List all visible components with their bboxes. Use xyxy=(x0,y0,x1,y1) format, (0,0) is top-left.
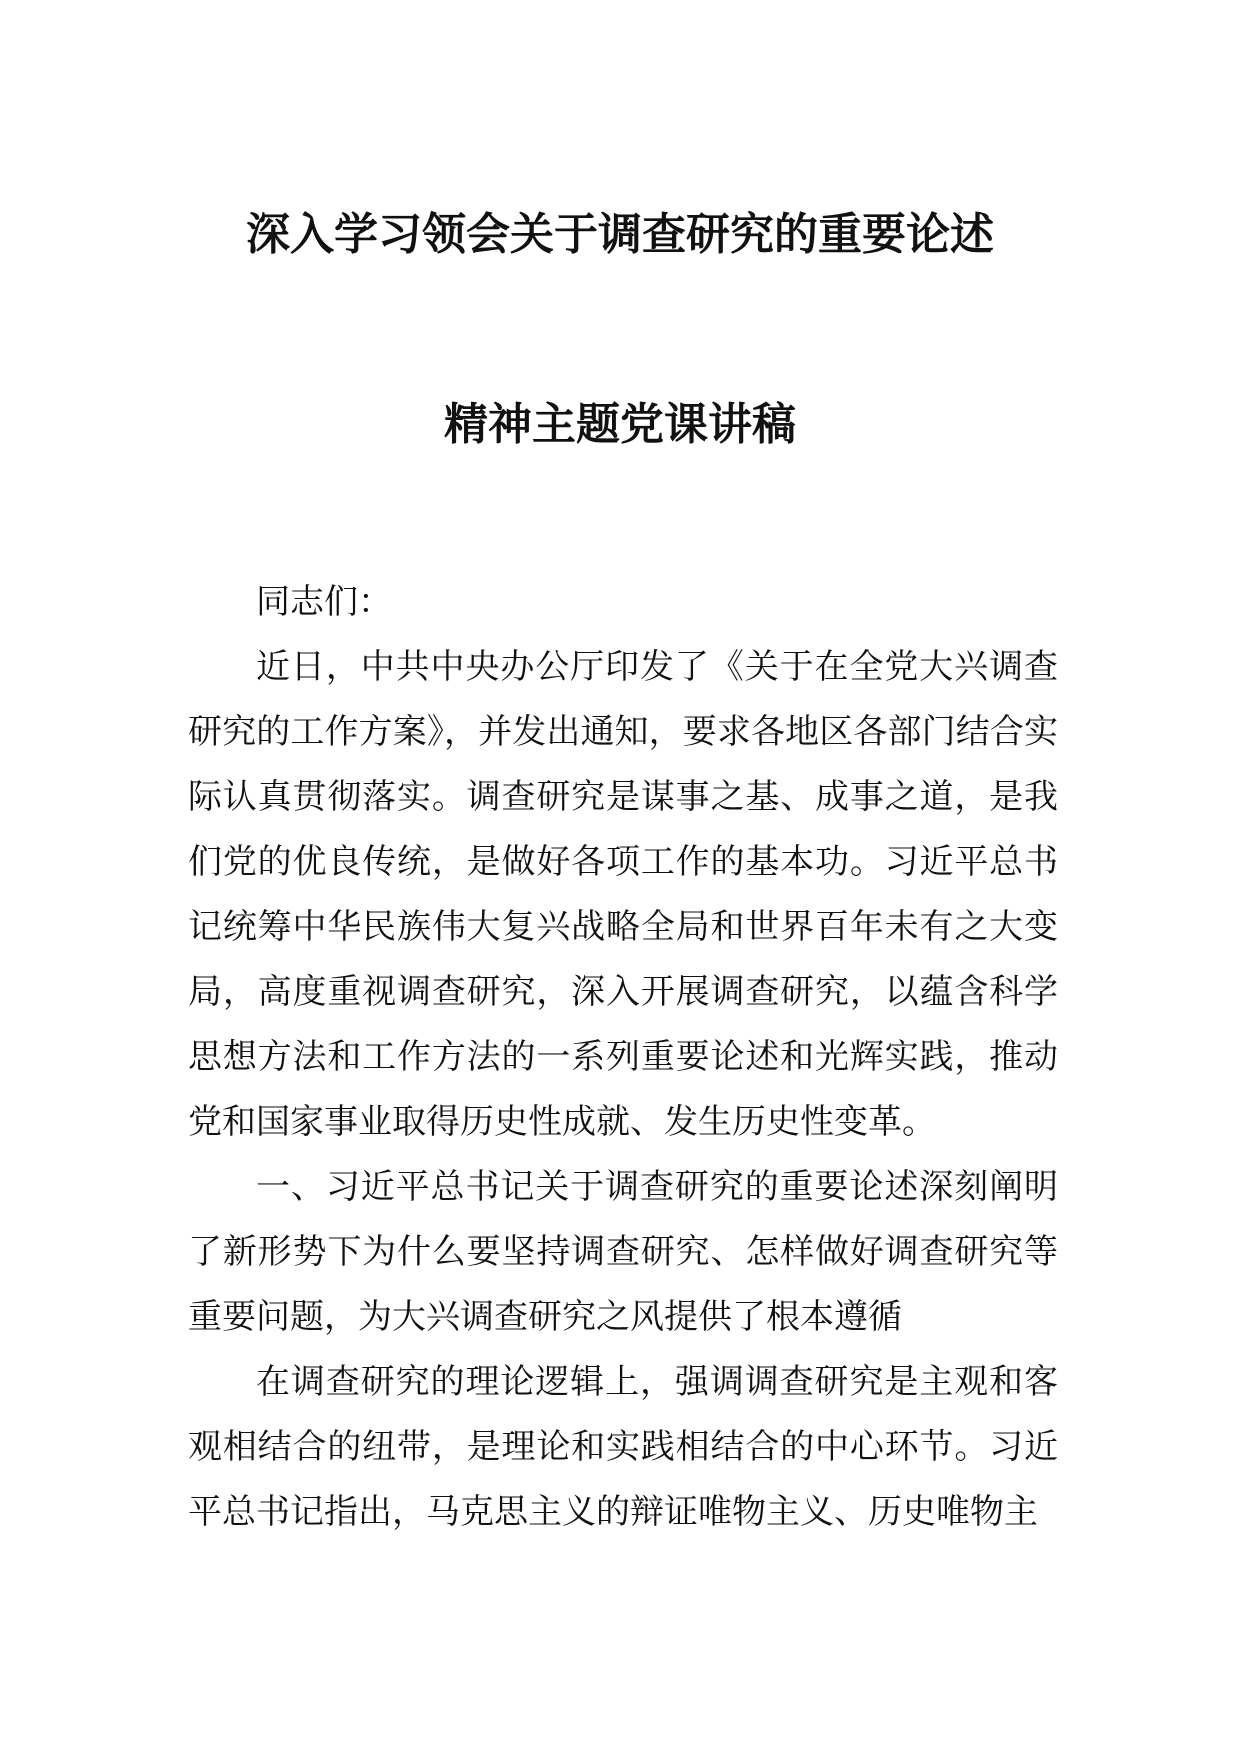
document-body xyxy=(188,570,1058,1545)
salutation: 同志们： xyxy=(256,582,392,622)
document-title-line-2: 精神主题党课讲稿 xyxy=(444,399,796,450)
body-paragraph: 在调查研究的理论逻辑上，强调调查研究是主观和客观相结合的纽带，是理论和实践相结合的中心环节。习近平总书记指出，马克思主义的辩证唯物主义、历史唯物主 xyxy=(188,1362,1058,1532)
document-title-line-1: 深入学习领会关于调查研究的重要论述 xyxy=(246,209,994,260)
section-heading: 一、习近平总书记关于调查研究的重要论述深刻阐明了新形势下为什么要坚持调查研究、怎样做好调查研究等重要问题，为大兴调查研究之风提供了根本遵循 xyxy=(188,1167,1058,1337)
body-paragraph: 近日，中共中央办公厅印发了《关于在全党大兴调查研究的工作方案》，并发出通知，要求各地区各部门结合实际认真贯彻落实。调查研究是谋事之基、成事之道，是我们党的优良传统，是做好各项工作的基本功。习近平总书记统筹中华民族伟大复兴战略全局和世界百年未有之大变局，高度重视调查研究，深入开展调查研究，以蕴含科学思想方法和工作方法的一系列重要论述和光辉实践，推动党和国家事业取得历史性成就、发生历史性变革。 xyxy=(188,647,1058,1142)
